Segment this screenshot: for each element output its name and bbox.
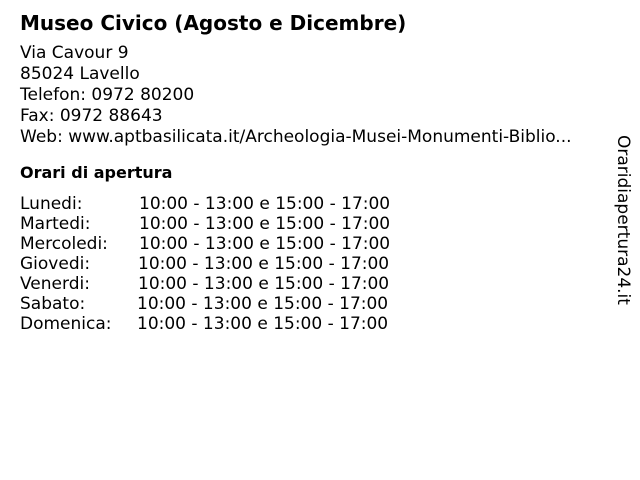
time-range: 10:00 - 13:00 e 15:00 - 17:00: [139, 214, 391, 234]
day-label: Lunedi:: [20, 194, 83, 214]
time-range: 10:00 - 13:00 e 15:00 - 17:00: [138, 254, 390, 274]
contact-info: [20, 43, 572, 148]
day-label: Domenica:: [20, 314, 112, 334]
fax-number: Fax: 0972 88643: [20, 106, 163, 126]
time-range: 10:00 - 13:00 e 15:00 - 17:00: [139, 194, 391, 214]
time-range: 10:00 - 13:00 e 15:00 - 17:00: [138, 274, 390, 294]
day-label: Giovedi:: [20, 254, 91, 274]
day-label: Martedi:: [20, 214, 91, 234]
city-address: 85024 Lavello: [20, 64, 140, 84]
time-range: 10:00 - 13:00 e 15:00 - 17:00: [137, 314, 389, 334]
street-address: Via Cavour 9: [20, 43, 129, 63]
hours-heading: Orari di apertura: [20, 163, 173, 182]
site-watermark: Oraridiapertura24.it: [613, 135, 633, 305]
time-range: 10:00 - 13:00 e 15:00 - 17:00: [137, 294, 389, 314]
day-label: Venerdi:: [20, 274, 90, 294]
day-label: Mercoledi:: [20, 234, 108, 254]
website-link[interactable]: Web: www.aptbasilicata.it/Archeologia-Musei-Monumenti-Biblio...: [20, 127, 572, 147]
page-title: Museo Civico (Agosto e Dicembre): [20, 11, 407, 35]
phone-number: Telefon: 0972 80200: [20, 85, 195, 105]
time-range: 10:00 - 13:00 e 15:00 - 17:00: [139, 234, 391, 254]
day-label: Sabato:: [20, 294, 86, 314]
